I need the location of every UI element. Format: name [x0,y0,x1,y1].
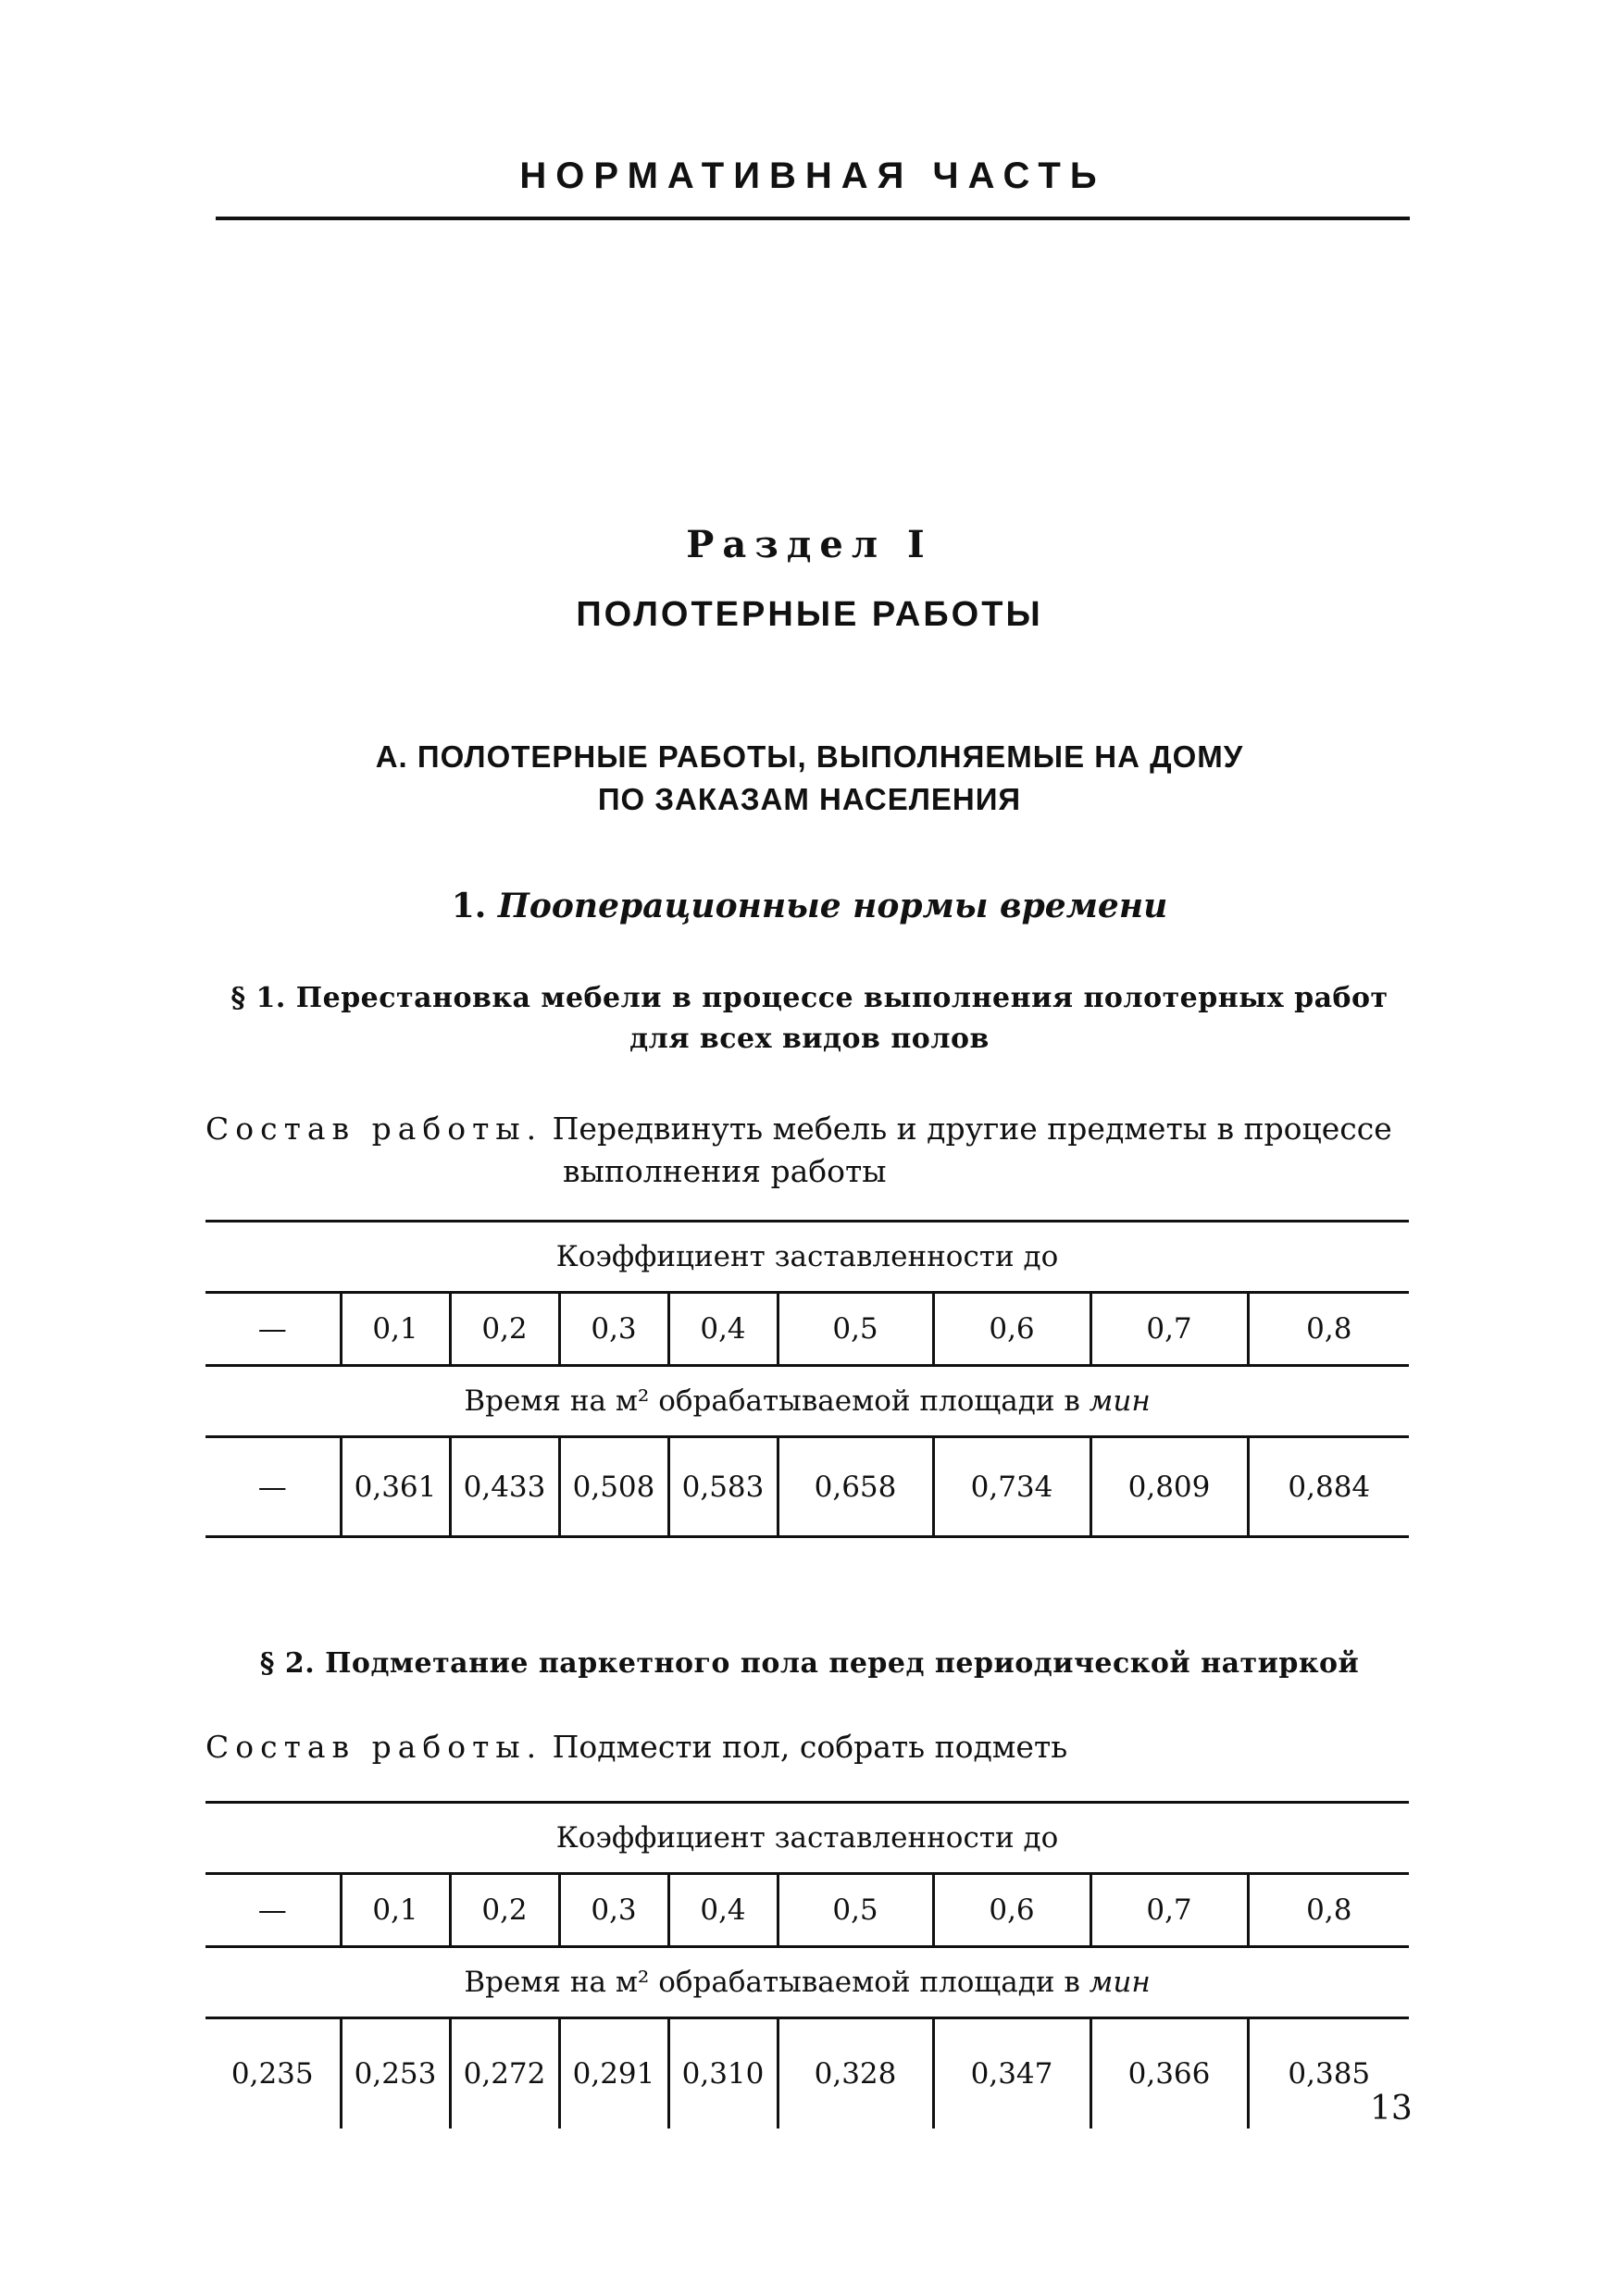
table-cell: 0,272 [450,2018,559,2129]
time-caption [205,1947,1409,2018]
table-cell: 0,235 [205,2018,341,2129]
table-cell: 0,7 [1090,1293,1248,1366]
chapter-number: 1. [451,887,487,925]
table-cell: 0,361 [341,1437,450,1537]
running-head: НОРМАТИВНАЯ ЧАСТЬ [519,155,1106,196]
coefficient-caption: Коэффициент заставленности до [205,1803,1409,1874]
table-cell: 0,291 [559,2018,668,2129]
paragraph1-composition [205,1108,1427,1193]
time-caption-unit: мин [1089,1966,1151,1999]
table-cell: 0,366 [1090,2018,1248,2129]
table-cell: 0,253 [341,2018,450,2129]
table-cell: — [205,1874,341,1947]
table-cell: 0,310 [668,2018,778,2129]
table-cell: 0,5 [778,1293,933,1366]
table-cell: 0,3 [559,1293,668,1366]
chapter-title [0,887,1619,925]
table-cell: — [205,1293,341,1366]
time-caption-text: Время на м² обрабатываемой площади в [464,1966,1080,1999]
composition-text: Передвинуть мебель и другие предметы в процессе [552,1111,1392,1147]
table-cell: 0,658 [778,1437,933,1537]
time-row [205,1437,1409,1537]
composition-text: Подмести пол, собрать подметь [552,1729,1068,1765]
composition-text-continued: выполнения работы [563,1153,887,1189]
paragraph2-heading: § 2. Подметание паркетного пола перед периодической натиркой [259,1647,1360,1680]
table-cell: 0,4 [668,1293,778,1366]
subsection-title-line2: ПО ЗАКАЗАМ НАСЕЛЕНИЯ [597,782,1022,816]
table-cell: 0,3 [559,1874,668,1947]
table-cell: 0,734 [933,1437,1090,1537]
paragraph1-heading-line1: § 1. Перестановка мебели в процессе выполнения полотерных работ [230,982,1389,1014]
table-cell: 0,508 [559,1437,668,1537]
table-cell: 0,1 [341,1874,450,1947]
chapter-title-text: Пооперационные нормы времени [497,887,1168,925]
table-cell: 0,4 [668,1874,778,1947]
table-cell: 0,433 [450,1437,559,1537]
paragraph2-composition [205,1726,1427,1769]
table-cell: 0,328 [778,2018,933,2129]
table-cell: 0,8 [1248,1293,1409,1366]
table-cell: 0,385 [1248,2018,1409,2129]
coefficient-row [205,1293,1409,1366]
table-cell: 0,583 [668,1437,778,1537]
norm-table-1 [205,1220,1409,1538]
table-cell: 0,8 [1248,1874,1409,1947]
page-number: 13 [1370,2090,1413,2128]
table-cell: 0,7 [1090,1874,1248,1947]
table-cell: 0,884 [1248,1437,1409,1537]
time-row [205,2018,1409,2129]
table-cell: 0,6 [933,1874,1090,1947]
composition-label: Состав работы. [205,1111,543,1147]
section-title: ПОЛОТЕРНЫЕ РАБОТЫ [576,595,1043,634]
table-cell: 0,2 [450,1293,559,1366]
coefficient-row [205,1874,1409,1947]
table-cell: 0,809 [1090,1437,1248,1537]
paragraph1-heading-line2: для всех видов полов [629,1023,990,1055]
time-caption-unit: мин [1089,1384,1151,1418]
subsection-title-line1: А. ПОЛОТЕРНЫЕ РАБОТЫ, ВЫПОЛНЯЕМЫЕ НА ДОМУ [375,739,1244,774]
norm-table-2 [205,1801,1409,2128]
coefficient-caption: Коэффициент заставленности до [205,1222,1409,1293]
table-cell: 0,1 [341,1293,450,1366]
table-cell: — [205,1437,341,1537]
table-cell: 0,5 [778,1874,933,1947]
composition-label: Состав работы. [205,1729,543,1765]
table-cell: 0,2 [450,1874,559,1947]
time-caption [205,1366,1409,1437]
table-cell: 0,6 [933,1293,1090,1366]
header-rule [216,217,1410,220]
time-caption-text: Время на м² обрабатываемой площади в [464,1384,1080,1418]
section-label: Раздел I [686,523,933,566]
table-cell: 0,347 [933,2018,1090,2129]
